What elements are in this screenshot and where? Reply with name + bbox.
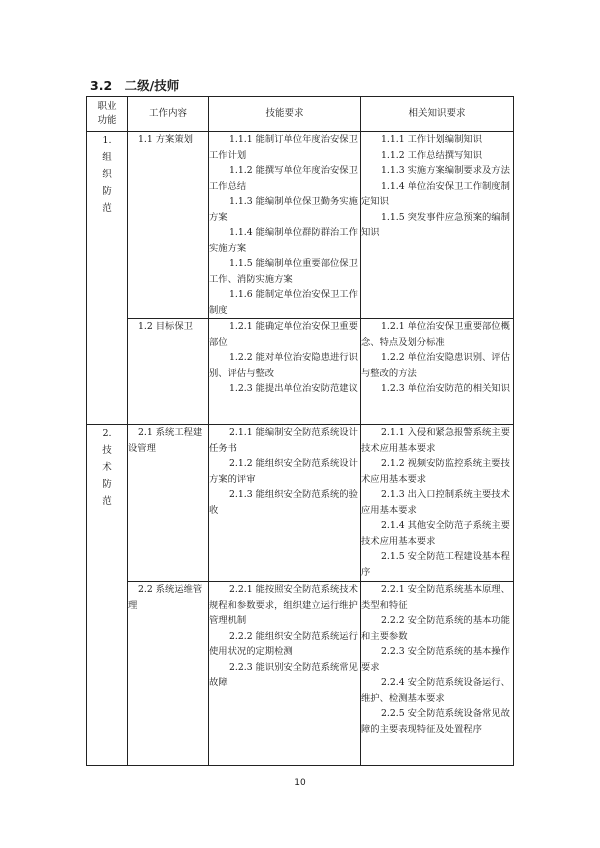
skill-item: 1.1.5 能编制单位重要部位保卫工作、消防实施方案 xyxy=(209,258,358,285)
skill-item: 1.1.1 能制订单位年度治安保卫工作计划 xyxy=(209,134,358,161)
header-content: 工作内容 xyxy=(128,97,209,132)
table-row xyxy=(87,319,514,425)
knowledge-item: 2.1.1 入侵和紧急报警系统主要技术应用基本要求 xyxy=(361,427,510,454)
table-header-row xyxy=(87,97,514,132)
knowledge-item: 1.1.1 工作计划编制知识 xyxy=(381,134,482,145)
skill-item: 2.1.3 能组织安全防范系统的验收 xyxy=(209,489,358,516)
knowledge-item: 2.2.2 安全防范系统的基本功能和主要参数 xyxy=(361,615,510,642)
knowledge-cell xyxy=(361,319,514,425)
knowledge-item: 2.1.2 视频安防监控系统主要技术应用基本要求 xyxy=(361,458,510,485)
skill-item: 2.1.2 能组织安全防范系统设计方案的评审 xyxy=(209,458,358,485)
skill-item: 2.2.2 能组织安全防范系统运行使用状况的定期检测 xyxy=(209,630,358,657)
knowledge-item: 2.2.3 安全防范系统的基本操作要求 xyxy=(361,646,510,673)
skills-cell xyxy=(209,132,361,319)
skill-item: 1.2.2 能对单位治安隐患进行识别、评估与整改 xyxy=(209,352,358,379)
func-label: 2.技术防范 xyxy=(102,428,112,507)
knowledge-item: 2.2.4 安全防范系统设备运行、维护、检测基本要求 xyxy=(361,677,510,704)
page-number: 10 xyxy=(294,778,306,788)
skills-cell xyxy=(209,582,361,766)
knowledge-cell xyxy=(361,132,514,319)
task-cell: 1.2 目标保卫 xyxy=(128,319,209,425)
table-row xyxy=(87,582,514,766)
knowledge-item: 2.2.1 安全防范系统基本原理、类型和特征 xyxy=(361,584,510,611)
task-cell: 2.1 系统工程建设管理 xyxy=(128,425,209,582)
knowledge-cell xyxy=(361,425,514,582)
header-func: 职业功能 xyxy=(87,97,128,132)
knowledge-item: 1.2.3 单位治安防范的相关知识 xyxy=(381,383,510,394)
knowledge-item: 1.1.4 单位治安保卫工作制度制定知识 xyxy=(361,180,510,207)
knowledge-item: 1.2.1 单位治安保卫重要部位概念、特点及划分标准 xyxy=(361,321,510,348)
skill-item: 1.1.6 能制定单位治安保卫工作制度 xyxy=(209,289,358,316)
skills-cell xyxy=(209,319,361,425)
table-row xyxy=(87,132,514,319)
knowledge-item: 1.1.2 工作总结撰写知识 xyxy=(381,149,482,161)
skill-item: 2.2.1 能按照安全防范系统技术规程和参数要求，组织建立运行维护管理机制 xyxy=(209,584,358,626)
knowledge-cell xyxy=(361,582,514,766)
section-title: 3.2 二级/技师 xyxy=(90,78,180,93)
skill-item: 1.1.2 能撰写单位年度治安保卫工作总结 xyxy=(209,165,358,192)
header-skills: 技能要求 xyxy=(209,97,361,132)
knowledge-item: 2.1.4 其他安全防范子系统主要技术应用基本要求 xyxy=(361,520,510,547)
knowledge-item: 2.1.3 出入口控制系统主要技术应用基本要求 xyxy=(361,489,510,516)
knowledge-item: 2.1.5 安全防范工程建设基本程序 xyxy=(361,551,510,578)
func-cell-2 xyxy=(87,425,128,766)
skill-standard-table xyxy=(86,96,514,766)
func-label: 1.组织防范 xyxy=(102,135,112,214)
skill-item: 1.2.1 能确定单位治安保卫重要部位 xyxy=(209,321,358,348)
task-cell: 2.2 系统运维管理 xyxy=(128,582,209,766)
table-row xyxy=(87,425,514,582)
skill-item: 1.1.4 能编制单位群防群治工作实施方案 xyxy=(209,227,358,254)
knowledge-item: 2.2.5 安全防范系统设备常见故障的主要表现特征及处置程序 xyxy=(361,708,510,735)
header-knowledge: 相关知识要求 xyxy=(361,97,514,132)
skill-item: 1.1.3 能编制单位保卫勤务实施方案 xyxy=(209,196,358,223)
func-cell-1 xyxy=(87,132,128,425)
skills-cell xyxy=(209,425,361,582)
skill-item: 2.2.3 能识别安全防范系统常见故障 xyxy=(209,661,358,688)
task-cell: 1.1 方案策划 xyxy=(128,132,209,319)
knowledge-item: 1.1.5 突发事件应急预案的编制知识 xyxy=(361,211,510,238)
skill-item: 1.2.3 能提出单位治安防范建议 xyxy=(229,383,358,394)
skill-item: 2.1.1 能编制安全防范系统设计任务书 xyxy=(209,427,358,454)
knowledge-item: 1.1.3 实施方案编制要求及方法 xyxy=(381,165,510,176)
knowledge-item: 1.2.2 单位治安隐患识别、评估与整改的方法 xyxy=(361,352,510,379)
